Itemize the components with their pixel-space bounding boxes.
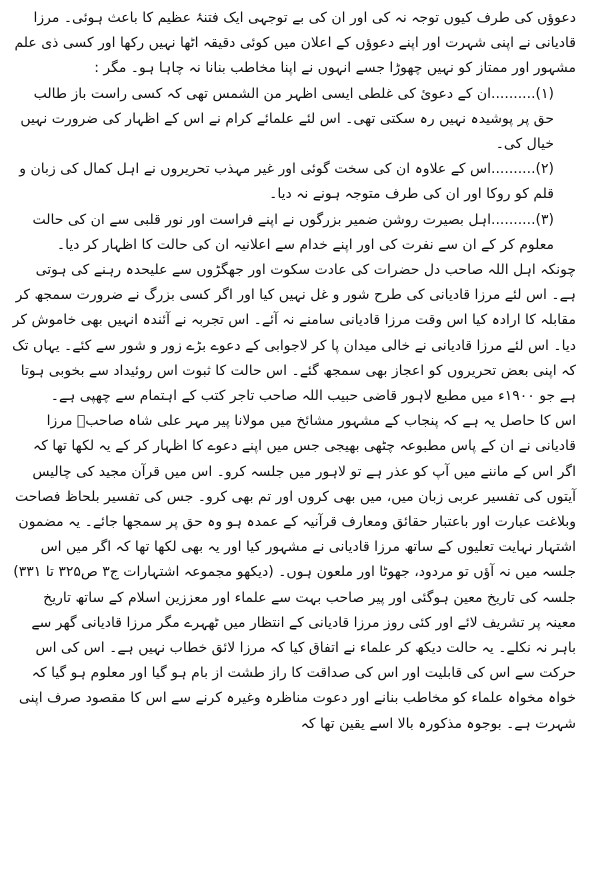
numbered-point-3: (۳)..........اہل بصیرت روشن ضمیر بزرگوں نے اپنے فراست اور نور قلبی سے ان کی حالت معلوم کر کے ان سے نفرت کی اور اپنے خدام سے اعلانیہ ان کی حالت کا اظہار کر دیا۔	[32, 211, 554, 253]
paragraph-body-2: اس کا حاصل یہ ہے کہ پنجاب کے مشہور مشائخ میں مولانا پیر مہر علی شاہ صاحبؒ مرزا قادیانی نے ان کے پاس مطبوعہ چٹھی بھیجی جس میں اپنے دعوے کا اظہار کر کے یہ لکھا تھا کہ اگر اس کے ماننے میں آپ کو عذر ہے تو لاہور میں جلسہ کرو۔ اس میں قرآن مجید کی چالیس آیتوں کی تفسیر عربی زبان میں، میں بھی کروں اور تم بھی کرو۔ جس کی تفسیر بلحاظ فصاحت وبلاغت عبارت اور باعتبار حقائق ومعارف قرآنیہ کے عمدہ ہو وہ حق پر سمجھا جائے۔ یہ مضمون اشتہار نہایت تعلیوں کے ساتھ مرزا قادیانی نے مشہور کیا اور یہ بھی لکھا تھا کہ اگر میں اس جلسہ میں نہ آؤں تو مردود، جھوٹا اور ملعون ہوں۔ (دیکھو مجموعہ اشتہارات ج۳ ص۳۲۵ تا ۳۳۱) جلسہ کی تاریخ معین ہوگئی اور پیر صاحب بہت سے علماء اور معززین اسلام کے ساتھ تاریخ معینہ پر تشریف لائے اور کئی روز مرزا قادیانی کے انتظار میں ٹھہرے مگر مرزا قادیانی گھر سے باہر نہ نکلے۔ یہ حالت دیکھ کر علماء نے اتفاق کیا کہ مرزا لائق خطاب نہیں ہے۔ اس کی اس حرکت سے اس کی قابلیت اور اس کی صداقت کا راز طشت از بام ہو گیا اور معلوم ہو گیا کہ خواہ مخواہ علماء کو مخاطب بنانے اور دعوت مناظرہ وغیرہ کرنے سے اس کا مقصود صرف اپنی شہرت ہے۔ بوجوہ مذکورہ بالا اسے یقین تھا کہ	[13, 413, 576, 732]
paragraph-body-1: چونکہ اہل اللہ صاحب دل حضرات کی عادت سکوت اور جھگڑوں سے علیحدہ رہنے کی ہوتی ہے۔ اس لئے مرزا قادیانی کی طرح شور و غل نہیں کیا اور اگر کسی بزرگ نے ضرورت سمجھ کر مقابلہ کا ارادہ کیا اس وقت مرزا قادیانی سامنے نہ آئے۔ اس تجربہ نے آئندہ انہیں بھی خاموش کر دیا۔ اس لئے مرزا قادیانی نے خالی میدان پا کر لاجوابی کے دعوے بڑے زور و شور سے کئے۔ یہاں تک کہ اپنی بعض تحریروں کو اعجاز بھی سمجھ گئے۔ اس حالت کا ثبوت اس روئیداد سے بخوبی ہوتا ہے جو ۱۹۰۰ء میں مطبع لاہور قاضی حبیب اللہ صاحب تاجر کتب کے اہتمام سے چھپی ہے۔	[12, 262, 576, 405]
numbered-point-1: (۱)..........ان کے دعوئ کی غلطی ایسی اظہر من الشمس تھی کہ کسی راست باز طالب حق پر پوشیدہ نہیں رہ سکتی تھی۔ اس لئے علمائے کرام نے اس کے اظہار کی ضرورت نہیں خیال کی۔	[20, 85, 554, 153]
paragraph-intro: دعوؤں کی طرف کیوں توجہ نہ کی اور ان کی بے توجہی ایک فتنۂ عظیم کا باعث ہوئی۔ مرزا قادیانی نے اپنی شہرت اور اپنے دعوؤں کے اعلان میں کوئی دقیقہ اٹھا نہیں رکھا اور کسی ذی علم مشہور اور ممتاز کو نہیں چھوڑا جسے انہوں نے اپنا مخاطب بنانا نہ چاہا ہو۔ مگر :	[14, 10, 576, 77]
numbered-point-2: (۲)..........اس کے علاوہ ان کی سخت گوئی اور غیر مہذب تحریروں نے اہل کمال کی زبان و قلم کو روکا اور ان کی طرف متوجہ ہونے نہ دیا۔	[19, 161, 554, 203]
